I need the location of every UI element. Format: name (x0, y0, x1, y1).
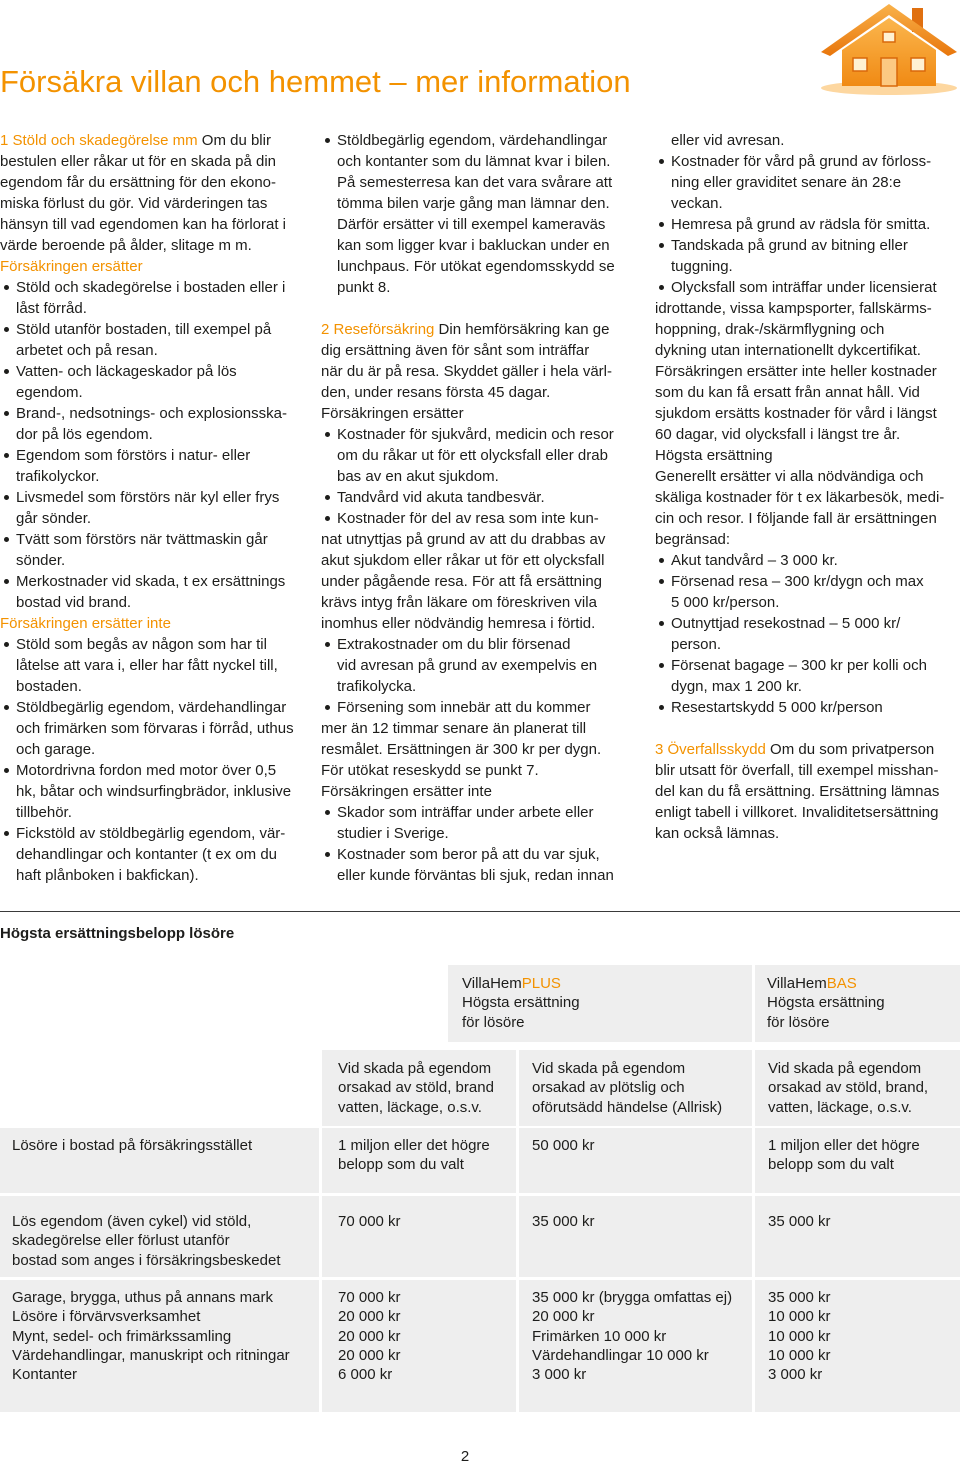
line-text: Kostnader för vård på grund av förloss- (671, 153, 932, 170)
cell-line: Lösöre i förvärvsverksamhet (12, 1308, 201, 1326)
amount-cell (322, 1196, 516, 1277)
max-compensation-table (0, 965, 960, 1412)
line-text: hk, båtar och windsurfingbrädor, inklusive (16, 783, 292, 800)
line-text: sönder. (16, 552, 66, 569)
text-column-1 (0, 130, 310, 886)
cell-line: 35 000 kr (768, 1213, 831, 1230)
line-text: ning eller graviditet senare än 28:e (671, 174, 902, 191)
line-text: går sönder. (16, 510, 92, 527)
line-text: låst förråd. (16, 300, 87, 317)
line-text: eller kunde förväntas bli sjuk, redan innan (337, 867, 614, 884)
text-line (321, 592, 641, 613)
table-header-row (0, 965, 960, 1042)
text-line (321, 718, 641, 739)
cell-line: vatten, läckage, o.s.v. (338, 1098, 482, 1116)
bullet-item (321, 697, 641, 718)
bullet-item (0, 277, 310, 298)
product-variant: PLUS (521, 975, 561, 992)
text-line (321, 613, 641, 634)
bullet-item-continuation (321, 466, 641, 487)
line-text: vid avresan på grund av exempelvis en (337, 657, 598, 674)
cell-line: Värdehandlingar 10 000 kr (532, 1346, 709, 1364)
text-line (321, 340, 641, 361)
bullet-item (321, 634, 641, 655)
bullet-item-continuation (0, 382, 310, 403)
subheading (655, 445, 960, 466)
line-text: tillbehör. (16, 804, 72, 821)
line-text: hoppning, drak-/skärmflygning och (655, 321, 885, 338)
bullet-item-continuation (0, 676, 310, 697)
bullet-item-continuation (321, 151, 641, 172)
line-text: sjukdom ersätts kostnader för vård i längst (655, 405, 937, 422)
bullet-item-continuation (655, 592, 960, 613)
line-text: 5 000 kr/person. (671, 594, 780, 611)
table-row (0, 1196, 960, 1277)
line-text: Fickstöld av stöldbegärlig egendom, vär- (16, 825, 286, 842)
cell-line: 3 000 kr (532, 1366, 587, 1383)
cell-line: Värdehandlingar, manuskript och ritningar (12, 1346, 290, 1364)
line-text: 60 dagar, vid olycksfall i längst tre år. (655, 426, 901, 443)
text-line (321, 319, 641, 340)
cell-line: bostad som anges i försäkringsbeskedet (12, 1251, 281, 1269)
line-text: bostad vid brand. (16, 594, 132, 611)
cell-line: 35 000 kr (brygga omfattas ej) (532, 1289, 733, 1306)
row-label-cell (0, 1196, 319, 1277)
line-text: eller vid avresan. (671, 132, 785, 149)
line-text: Kostnader som beror på att du var sjuk, (337, 846, 600, 863)
cell-line: 3 000 kr (768, 1366, 823, 1383)
line-text: Motordrivna fordon med motor över 0,5 (16, 762, 277, 779)
line-text: haft plånboken i bakfickan). (16, 867, 199, 884)
line-text: och kontanter som du lämnat kvar i bilen. (337, 153, 611, 170)
subheading (0, 613, 310, 634)
line-text: Vatten- och läckageskador på lös (16, 363, 237, 380)
line-text: Stöld och skadegörelse i bostaden eller i (16, 279, 286, 296)
text-line (321, 760, 641, 781)
bullet-item (0, 445, 310, 466)
text-column-2 (321, 130, 641, 886)
cell-line: Garage, brygga, uthus på annans mark (12, 1289, 273, 1306)
line-text: dygn, max 1 200 kr. (671, 678, 802, 695)
line-text: låtelse att vara i, eller har fått nyckel till, (16, 657, 278, 674)
bullet-item-continuation (0, 802, 310, 823)
cell-line: Högsta ersättning (767, 994, 885, 1012)
product-name-base: VillaHem (462, 975, 522, 992)
bullet-item (0, 697, 310, 718)
line-text: dehandlingar och kontanter (t ex om du (16, 846, 277, 863)
text-line (321, 739, 641, 760)
cell-line: för lösöre (462, 1013, 525, 1031)
line-text: Stöld som begås av någon som har til (16, 636, 267, 653)
bullet-item (0, 319, 310, 340)
line-text: Brand-, nedsotnings- och explosionsska- (16, 405, 287, 422)
section-lead-text: Försäkringen ersätter (0, 258, 143, 275)
product-name-base: VillaHem (767, 975, 827, 992)
line-text: trafikolyckor. (16, 468, 100, 485)
cell-line: Högsta ersättning (462, 994, 580, 1012)
text-line (655, 802, 960, 823)
bullet-item-continuation (0, 466, 310, 487)
bullet-item-continuation (0, 550, 310, 571)
cell-line: orsakad av stöld, brand, (768, 1079, 929, 1097)
line-text: bestulen eller råkar ut för en skada på din (0, 153, 276, 170)
line-text: miska förlust du gör. Vid värderingen tas (0, 195, 268, 212)
line-text: när du är på resa. Skyddet gäller i hela värl- (321, 363, 612, 380)
cell-line: Kontanter (12, 1366, 78, 1383)
text-line (0, 151, 310, 172)
bullet-item-continuation (321, 193, 641, 214)
line-text: På semesterresa kan det vara svårare att (337, 174, 613, 191)
line-text: studier i Sverige. (337, 825, 449, 842)
line-text: som du kan få ersatt från annat håll. Vid (655, 384, 920, 401)
line-text: nat utnyttjas på grund av att du drabbas av (321, 531, 606, 548)
bullet-item-continuation (0, 655, 310, 676)
line-text: Generellt ersätter vi alla nödvändiga och (655, 468, 924, 485)
bullet-item-continuation (0, 865, 310, 886)
line-text: och frimärken som förvaras i förråd, uthus (16, 720, 294, 737)
text-line (655, 382, 960, 403)
bullet-item (655, 214, 960, 235)
table-heading: Högsta ersättningsbelopp lösöre (0, 925, 235, 942)
line-text: om du råkar ut för ett olycksfall eller drab (337, 447, 608, 464)
cell-line: orsakad av plötslig och (532, 1079, 685, 1097)
line-text: Olycksfall som inträffar under licensierat (671, 279, 937, 296)
product-header-bas (755, 965, 960, 1042)
bullet-item-continuation (655, 676, 960, 697)
bullet-item-continuation (0, 424, 310, 445)
subheading (321, 781, 641, 802)
line-text: den, under resans första 45 dagar. (321, 384, 551, 401)
cell-line: 50 000 kr (532, 1137, 595, 1154)
bullet-item (0, 361, 310, 382)
cell-line: Vid skada på egendom (768, 1060, 922, 1077)
product-name (462, 974, 752, 993)
section-lead-text: 3 Överfallsskydd (655, 741, 766, 758)
bullet-item-continuation (321, 172, 641, 193)
line-text: tömma bilen varje gång man lämnar den. (337, 195, 610, 212)
amount-cell (519, 1280, 752, 1412)
section-lead-text: 2 Reseförsäkring (321, 321, 435, 338)
line-text: skäliga kostnader för t ex läkarbesök, medi- (655, 489, 945, 506)
cell-line: 35 000 kr (532, 1213, 595, 1230)
section-lead-text: 1 Stöld och skadegörelse mm (0, 132, 198, 149)
amount-cell (755, 1280, 960, 1412)
line-text: veckan. (671, 195, 723, 212)
line-text: enligt tabell i villkoret. Invaliditetsersättning (655, 804, 939, 821)
line-text: värde beroende på ålder, slitage m m. (0, 237, 252, 254)
line-text: dykning utan internationellt dykcertifikat. (655, 342, 921, 359)
bullet-item (655, 550, 960, 571)
text-line (655, 760, 960, 781)
line-text: Därför ersätter vi till exempel kameraväs (337, 216, 606, 233)
cell-line: 10 000 kr (768, 1346, 831, 1364)
row-label-cell (0, 1280, 319, 1412)
line-text: Stöldbegärlig egendom, värdehandlingar (337, 132, 608, 149)
text-line (0, 193, 310, 214)
line-text: trafikolycka. (337, 678, 417, 695)
line-text: Hemresa på grund av rädsla för smitta. (671, 216, 931, 233)
line-text: akut sjukdom eller råkar ut för ett olycksfall (321, 552, 605, 569)
amount-cell (519, 1196, 752, 1277)
line-text: För utökat reseskydd se punkt 7. (321, 762, 539, 779)
line-text: Om du som privatperson (765, 741, 935, 758)
line-text: Akut tandvård – 3 000 kr. (671, 552, 838, 569)
text-line (0, 235, 310, 256)
table-row (0, 1280, 960, 1412)
line-text: egendom. (16, 384, 83, 401)
cell-line: Vid skada på egendom (338, 1060, 492, 1077)
cell-line: Vid skada på egendom (532, 1060, 686, 1077)
bullet-item (0, 403, 310, 424)
bullet-item (655, 697, 960, 718)
line-text: Outnyttjad resekostnad – 5 000 kr/ (671, 615, 901, 632)
text-line (321, 550, 641, 571)
text-line (655, 823, 960, 844)
line-text: Kostnader för sjukvård, medicin och resor (337, 426, 614, 443)
line-text: Försäkringen ersätter inte heller kostnader (655, 363, 937, 380)
line-text: arbetet och på resan. (16, 342, 158, 359)
line-text: Tandvård vid akuta tandbesvär. (337, 489, 545, 506)
cell-line: 70 000 kr (338, 1213, 401, 1230)
coverage-type-cell (755, 1050, 960, 1126)
line-text: Extrakostnader om du blir försenad (337, 636, 571, 653)
bullet-item (321, 508, 641, 529)
line-text: Skador som inträffar under arbete eller (337, 804, 594, 821)
line-text: kan också lämnas. (655, 825, 780, 842)
bullet-item (655, 571, 960, 592)
bullet-item (321, 130, 641, 151)
line-text: bostaden. (16, 678, 82, 695)
subheading (0, 256, 310, 277)
bullet-item (655, 655, 960, 676)
bullet-item (0, 529, 310, 550)
line-text: del kan du få ersättning. Ersättning lämnas (655, 783, 940, 800)
house-icon (818, 0, 960, 96)
line-text: Om du blir (197, 132, 271, 149)
bullet-item (0, 571, 310, 592)
amount-cell (755, 1128, 960, 1193)
text-line (655, 508, 960, 529)
cell-line: Lös egendom (även cykel) vid stöld, (12, 1213, 252, 1230)
line-text: Merkostnader vid skada, t ex ersättnings (16, 573, 286, 590)
product-name (767, 974, 960, 993)
bullet-item (655, 277, 960, 298)
cell-line: 1 miljon eller det högre (768, 1137, 920, 1154)
bullet-item-continuation (655, 172, 960, 193)
cell-line: orsakad av stöld, brand (338, 1079, 494, 1097)
line-text: Egendom som förstörs i natur- eller (16, 447, 251, 464)
cell-line: Mynt, sedel- och frimärkssamling (12, 1327, 232, 1345)
cell-line: för lösöre (767, 1013, 830, 1031)
cell-line: skadegörelse eller förlust utanför (12, 1232, 230, 1250)
cell-line: 10 000 kr (768, 1327, 831, 1345)
line-text: tuggning. (671, 258, 733, 275)
line-text: dig ersättning även för sånt som inträffar (321, 342, 590, 359)
line-text: Din hemförsäkring kan ge (434, 321, 610, 338)
bullet-item-continuation (321, 823, 641, 844)
line-text: Resestartskydd 5 000 kr/person (671, 699, 883, 716)
bullet-item (321, 802, 641, 823)
bullet-item-continuation (321, 676, 641, 697)
line-text: Kostnader för del av resa som inte kun- (337, 510, 599, 527)
section-divider (0, 911, 960, 912)
subheading (321, 403, 641, 424)
bullet-item (321, 424, 641, 445)
cell-line: Lösöre i bostad på försäkringsstället (12, 1137, 253, 1154)
text-line (655, 739, 960, 760)
text-line (655, 403, 960, 424)
cell-line: belopp som du valt (768, 1156, 894, 1174)
bullet-item-continuation (0, 508, 310, 529)
line-text: mer än 12 timmar senare än planerat till (321, 720, 587, 737)
amount-cell (755, 1196, 960, 1277)
bullet-item-continuation (0, 781, 310, 802)
bullet-item-continuation (321, 445, 641, 466)
line-text: och garage. (16, 741, 96, 758)
cell-line: 35 000 kr (768, 1289, 831, 1306)
coverage-type-cell (322, 1050, 516, 1126)
bullet-item-continuation (0, 340, 310, 361)
line-text: krävs intyg från läkare om föreskriven vila (321, 594, 597, 611)
line-text: Tvätt som förstörs när tvättmaskin går (16, 531, 268, 548)
text-line (0, 214, 310, 235)
text-line (655, 487, 960, 508)
text-line (655, 319, 960, 340)
bullet-item (0, 487, 310, 508)
line-text: egendom får du ersättning för den ekono- (0, 174, 277, 191)
bullet-item (655, 151, 960, 172)
bullet-item (0, 823, 310, 844)
product-variant: BAS (826, 975, 857, 992)
bullet-item-continuation (321, 655, 641, 676)
cell-line: 10 000 kr (768, 1308, 831, 1326)
bullet-item-continuation (321, 256, 641, 277)
text-line (321, 361, 641, 382)
text-line (655, 298, 960, 319)
line-text: inomhus eller nödvändig hemresa i förtid. (321, 615, 596, 632)
line-text: begränsad: (655, 531, 731, 548)
line-text: under pågående resa. För att få ersättning (321, 573, 603, 590)
coverage-type-cell (519, 1050, 752, 1126)
line-text: bas av en akut sjukdom. (337, 468, 499, 485)
line-text: Stöld utanför bostaden, till exempel på (16, 321, 272, 338)
line-text: kan som ligger kvar i bakluckan under en (337, 237, 610, 254)
cell-line: Frimärken 10 000 kr (532, 1327, 667, 1345)
line-text: Stöldbegärlig egendom, värdehandlingar (16, 699, 287, 716)
text-line (655, 466, 960, 487)
page-title: Försäkra villan och hemmet – mer information (0, 64, 631, 99)
bullet-item (0, 634, 310, 655)
amount-cell (519, 1128, 752, 1193)
cell-line: oförutsädd händelse (Allrisk) (532, 1098, 723, 1116)
row-label-cell (0, 1128, 319, 1193)
cell-line: 70 000 kr (338, 1289, 401, 1306)
cell-line: 20 000 kr (338, 1308, 401, 1326)
line-text: dor på lös egendom. (16, 426, 153, 443)
bullet-item-continuation (655, 634, 960, 655)
bullet-item (0, 760, 310, 781)
text-line (0, 172, 310, 193)
bullet-item-continuation (0, 592, 310, 613)
bullet-item (655, 613, 960, 634)
bullet-item-continuation (321, 865, 641, 886)
coverage-type-row (0, 1050, 960, 1126)
bullet-item-continuation (655, 130, 960, 151)
bullet-item-continuation (655, 193, 960, 214)
line-text: idrottande, vissa kampsporter, fallskärms- (655, 300, 932, 317)
line-text: Livsmedel som förstörs när kyl eller frys (16, 489, 280, 506)
line-text: Högsta ersättning (655, 447, 773, 464)
product-header-plus (448, 965, 752, 1042)
bullet-item-continuation (0, 298, 310, 319)
line-text: Tandskada på grund av bitning eller (671, 237, 908, 254)
amount-cell (322, 1128, 516, 1193)
bullet-item-continuation (321, 235, 641, 256)
blank-line (655, 718, 960, 739)
line-text: person. (671, 636, 722, 653)
cell-line: 20 000 kr (338, 1346, 401, 1364)
bullet-item (655, 235, 960, 256)
line-text: Försäkringen ersätter inte (321, 783, 492, 800)
line-text: cin och resor. I följande fall är ersättningen (655, 510, 937, 527)
bullet-item-continuation (0, 718, 310, 739)
bullet-item-continuation (321, 214, 641, 235)
text-line (321, 529, 641, 550)
bullet-item-continuation (321, 277, 641, 298)
text-line (655, 781, 960, 802)
line-text: blir utsatt för överfall, till exempel misshan- (655, 762, 939, 779)
cell-line: 20 000 kr (532, 1308, 595, 1326)
bullet-item-continuation (0, 739, 310, 760)
line-text: lunchpaus. För utökat egendomsskydd se (337, 258, 615, 275)
cell-line: belopp som du valt (338, 1156, 464, 1174)
cell-line: 1 miljon eller det högre (338, 1137, 490, 1154)
table-row (0, 1128, 960, 1193)
text-column-3 (655, 130, 960, 844)
line-text: Försäkringen ersätter (321, 405, 464, 422)
bullet-item-continuation (0, 844, 310, 865)
text-line (655, 424, 960, 445)
line-text: punkt 8. (337, 279, 391, 296)
text-line (0, 130, 310, 151)
cell-line: vatten, läckage, o.s.v. (768, 1098, 912, 1116)
section-lead-text: Försäkringen ersätter inte (0, 615, 171, 632)
bullet-item (321, 844, 641, 865)
line-text: Försenat bagage – 300 kr per kolli och (671, 657, 927, 674)
blank-line (321, 298, 641, 319)
text-line (655, 340, 960, 361)
text-line (655, 529, 960, 550)
line-text: resmålet. Ersättningen är 300 kr per dygn. (321, 741, 602, 758)
line-text: hänsyn till vad egendomen kan ha förlorat i (0, 216, 287, 233)
cell-line: 6 000 kr (338, 1366, 393, 1383)
amount-cell (322, 1280, 516, 1412)
bullet-item (321, 487, 641, 508)
page-number: 2 (460, 1448, 470, 1465)
line-text: Försening som innebär att du kommer (337, 699, 591, 716)
bullet-item-continuation (655, 256, 960, 277)
text-line (655, 361, 960, 382)
line-text: Försenad resa – 300 kr/dygn och max (671, 573, 924, 590)
text-line (321, 571, 641, 592)
cell-line: 20 000 kr (338, 1327, 401, 1345)
text-line (321, 382, 641, 403)
